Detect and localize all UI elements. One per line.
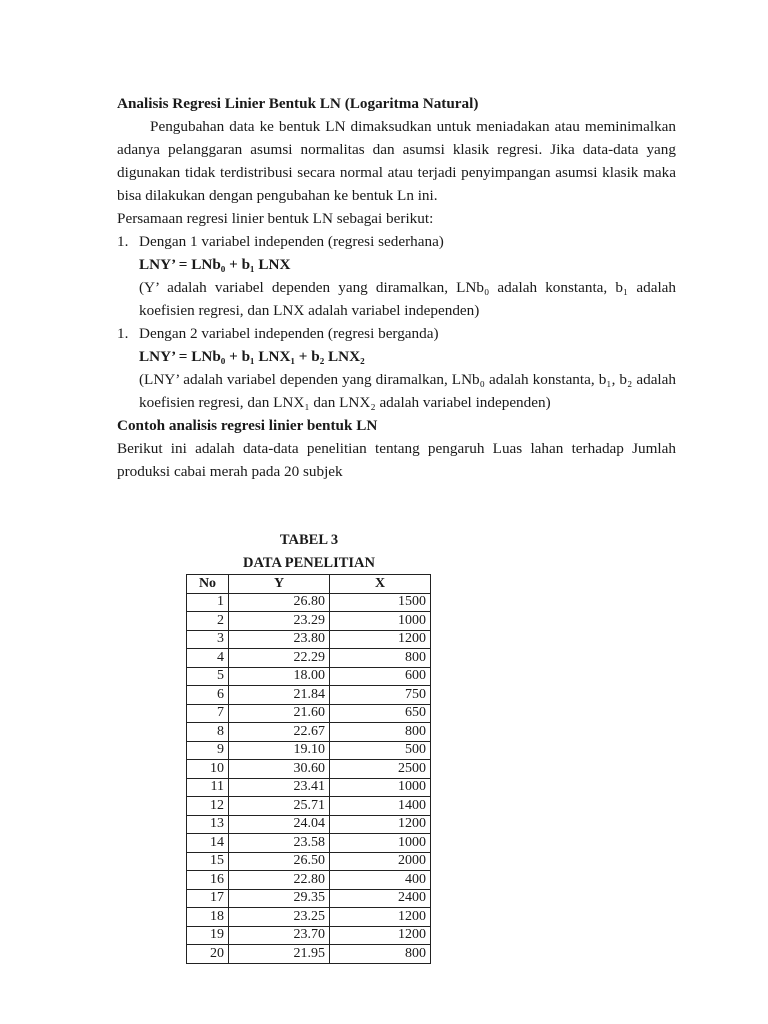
list-item [117,230,676,322]
cell-x: 600 [330,667,431,686]
cell-x: 800 [330,723,431,742]
list-item [117,322,676,414]
table-subtitle: DATA PENELITIAN [242,555,375,571]
cell-no: 1 [187,593,229,612]
cell-y: 23.41 [229,778,330,797]
cell-x: 1000 [330,834,431,853]
table-row [187,815,431,834]
cell-x: 400 [330,871,431,890]
table-row [187,760,431,779]
cell-y: 24.04 [229,815,330,834]
table-row [187,797,431,816]
cell-x: 500 [330,741,431,760]
cell-no: 4 [187,649,229,668]
table-row [187,871,431,890]
cell-no: 19 [187,926,229,945]
table-row [187,741,431,760]
section-heading: Analisis Regresi Linier Bentuk LN (Logaritma Natural) [117,95,479,112]
cell-x: 1400 [330,797,431,816]
cell-y: 23.29 [229,612,330,631]
table-row [187,945,431,964]
cell-x: 1500 [330,593,431,612]
cell-y: 26.80 [229,593,330,612]
table-title: TABEL 3 [279,532,339,548]
cell-no: 8 [187,723,229,742]
cell-x: 800 [330,945,431,964]
cell-y: 23.80 [229,630,330,649]
cell-y: 25.71 [229,797,330,816]
cell-no: 18 [187,908,229,927]
cell-y: 22.80 [229,871,330,890]
table-body [187,593,431,963]
table-row [187,834,431,853]
equation-intro: Persamaan regresi linier bentuk LN sebagai berikut: [117,210,434,227]
cell-y: 21.95 [229,945,330,964]
cell-no: 3 [187,630,229,649]
table-row [187,593,431,612]
list-number: 1. [117,233,129,250]
cell-x: 2400 [330,889,431,908]
cell-x: 1000 [330,612,431,631]
cell-x: 650 [330,704,431,723]
cell-y: 21.60 [229,704,330,723]
column-header-x: X [330,575,431,594]
cell-no: 16 [187,871,229,890]
formula-explanation: (LNY’ adalah variabel dependen yang diramalkan, LNb₀ adalah konstanta, b₁, b₂ adalah koefisien regresi, dan LNX₁ dan LNX₂ adalah variabel independen) [139,371,676,411]
table-header-row [187,575,431,594]
cell-x: 2500 [330,760,431,779]
table-row [187,630,431,649]
cell-no: 6 [187,686,229,705]
table-row [187,649,431,668]
cell-x: 1200 [330,908,431,927]
table-row [187,852,431,871]
table-row [187,704,431,723]
column-header-y: Y [229,575,330,594]
regression-formula: LNY’ = LNb₀ + b₁ LNX [139,256,291,273]
cell-no: 12 [187,797,229,816]
cell-y: 22.67 [229,723,330,742]
cell-y: 29.35 [229,889,330,908]
cell-y: 21.84 [229,686,330,705]
data-table [186,574,431,964]
cell-no: 7 [187,704,229,723]
table-row [187,723,431,742]
list-item-title: Dengan 1 variabel independen (regresi sederhana) [139,233,444,250]
cell-no: 9 [187,741,229,760]
cell-y: 22.29 [229,649,330,668]
list-item-title: Dengan 2 variabel independen (regresi berganda) [139,325,439,342]
table-row [187,686,431,705]
cell-y: 18.00 [229,667,330,686]
column-header-no: No [187,575,229,594]
cell-no: 14 [187,834,229,853]
list-number: 1. [117,325,129,342]
cell-x: 1200 [330,815,431,834]
cell-x: 750 [330,686,431,705]
table-row [187,612,431,631]
intro-paragraph: Pengubahan data ke bentuk LN dimaksudkan untuk meniadakan atau meminimalkan adanya pelanggaran asumsi normalitas dan asumsi klasik regresi. Jika data-data yang digunakan tidak terdistribusi secara normal atau terjadi penyimpangan asumsi klasik maka bisa dilakukan dengan pengubahan ke bentuk Ln ini. [117,118,676,204]
cell-no: 20 [187,945,229,964]
table-row [187,667,431,686]
formula-explanation: (Y’ adalah variabel dependen yang diramalkan, LNb₀ adalah konstanta, b₁ adalah koefisien regresi, dan LNX adalah variabel independen) [139,279,676,319]
cell-no: 2 [187,612,229,631]
cell-y: 26.50 [229,852,330,871]
cell-x: 1200 [330,926,431,945]
example-heading: Contoh analisis regresi linier bentuk LN [117,417,378,434]
table-row [187,908,431,927]
cell-no: 11 [187,778,229,797]
cell-x: 800 [330,649,431,668]
cell-no: 13 [187,815,229,834]
cell-no: 10 [187,760,229,779]
cell-no: 15 [187,852,229,871]
cell-no: 17 [187,889,229,908]
cell-y: 23.58 [229,834,330,853]
table-row [187,926,431,945]
cell-x: 1000 [330,778,431,797]
cell-y: 23.25 [229,908,330,927]
cell-x: 1200 [330,630,431,649]
cell-no: 5 [187,667,229,686]
table-row [187,778,431,797]
example-paragraph: Berikut ini adalah data-data penelitian tentang pengaruh Luas lahan terhadap Jumlah produksi cabai merah pada 20 subjek [117,440,676,480]
regression-formula: LNY’ = LNb₀ + b₁ LNX₁ + b₂ LNX₂ [139,348,365,365]
cell-x: 2000 [330,852,431,871]
table-row [187,889,431,908]
cell-y: 19.10 [229,741,330,760]
cell-y: 23.70 [229,926,330,945]
cell-y: 30.60 [229,760,330,779]
document-body [117,92,676,483]
